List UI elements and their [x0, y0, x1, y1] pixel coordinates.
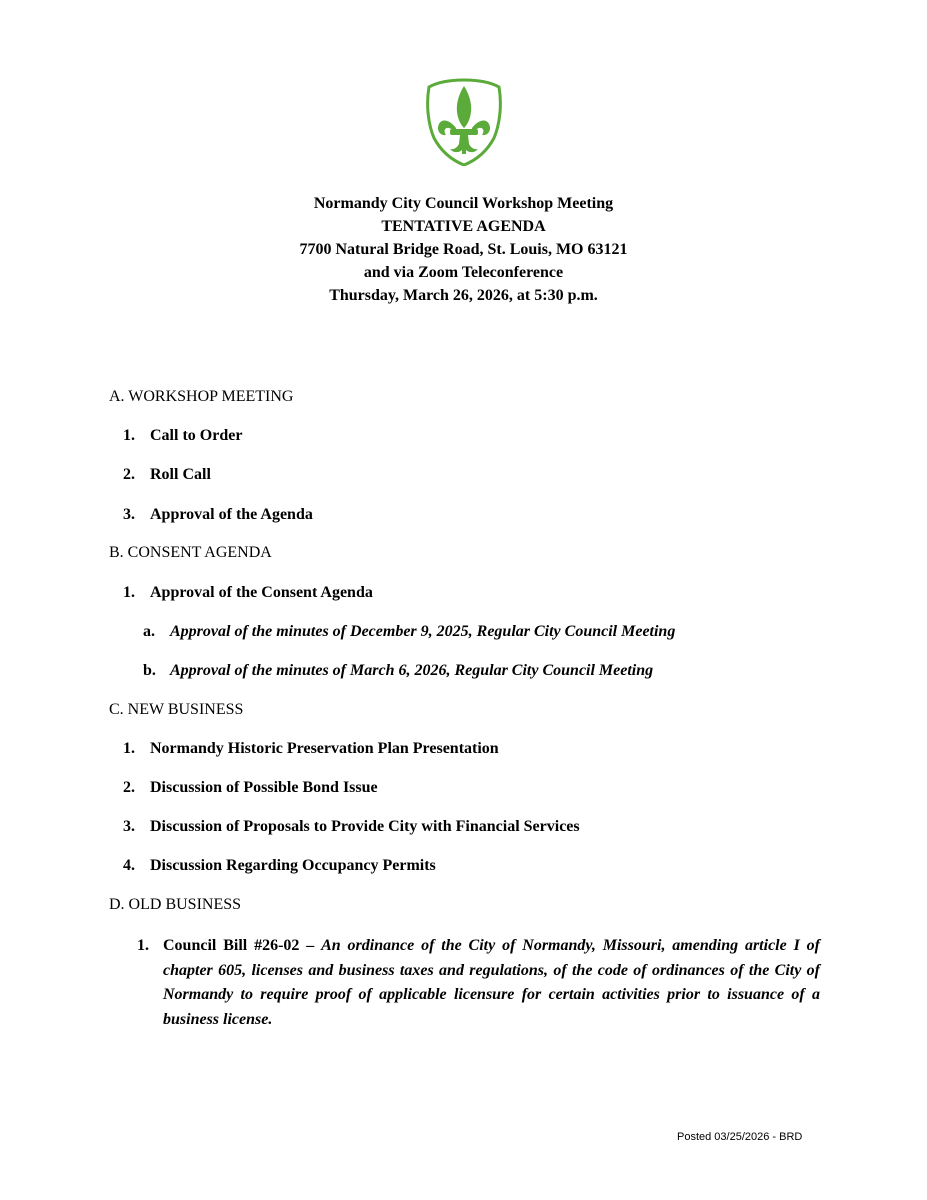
subitem-letter: b. [143, 662, 156, 679]
subitem-text: Approval of the minutes of March 6, 2026, Regular City Council Meeting [170, 662, 654, 679]
item-text: Approval of the Agenda [150, 506, 313, 523]
council-bill-body [163, 934, 820, 1032]
subitem-text: Approval of the minutes of December 9, 2025, Regular City Council Meeting [170, 623, 676, 640]
item-number: 2. [123, 466, 135, 483]
item-number: 3. [123, 506, 135, 523]
meeting-title: Normandy City Council Workshop Meeting [313, 195, 614, 212]
item-number: 1. [137, 937, 149, 954]
city-logo [426, 78, 502, 166]
item-number: 3. [123, 818, 135, 835]
section-consent-agenda-title: B. CONSENT AGENDA [109, 544, 272, 561]
item-text: Call to Order [150, 427, 243, 444]
agenda-item-council-bill [137, 934, 820, 1032]
council-bill-description: An ordinance of the City of Normandy, Missouri, amending article I of chapter 605, licenses and business taxes and regulations, of the code of ordinances of the City of Normandy to require proof of applicable licensure for certain activities prior to issuance of a business license. [163, 937, 820, 1028]
meeting-address: 7700 Natural Bridge Road, St. Louis, MO 63121 [299, 241, 628, 258]
council-bill-number: Council Bill #26-02 – [163, 937, 322, 954]
item-number: 1. [123, 427, 135, 444]
item-text: Normandy Historic Preservation Plan Presentation [150, 740, 499, 757]
section-new-business-title: C. NEW BUSINESS [109, 701, 244, 718]
meeting-teleconference: and via Zoom Teleconference [363, 264, 564, 281]
posted-note: Posted 03/25/2026 - BRD [677, 1131, 803, 1143]
meeting-header [0, 192, 927, 307]
item-text: Approval of the Consent Agenda [150, 584, 373, 601]
item-text: Discussion of Proposals to Provide City with Financial Services [150, 818, 580, 835]
section-old-business-title: D. OLD BUSINESS [109, 896, 242, 913]
item-number: 4. [123, 857, 135, 874]
meeting-datetime: Thursday, March 26, 2026, at 5:30 p.m. [329, 287, 598, 304]
item-number: 1. [123, 740, 135, 757]
item-text: Discussion Regarding Occupancy Permits [150, 857, 436, 874]
item-text: Roll Call [150, 466, 211, 483]
item-number: 2. [123, 779, 135, 796]
fleur-de-lis-shield-icon [426, 78, 502, 166]
item-number: 1. [123, 584, 135, 601]
section-workshop-meeting-title: A. WORKSHOP MEETING [109, 388, 294, 405]
subitem-letter: a. [143, 623, 155, 640]
agenda-label: TENTATIVE AGENDA [381, 218, 546, 235]
item-text: Discussion of Possible Bond Issue [150, 779, 378, 796]
